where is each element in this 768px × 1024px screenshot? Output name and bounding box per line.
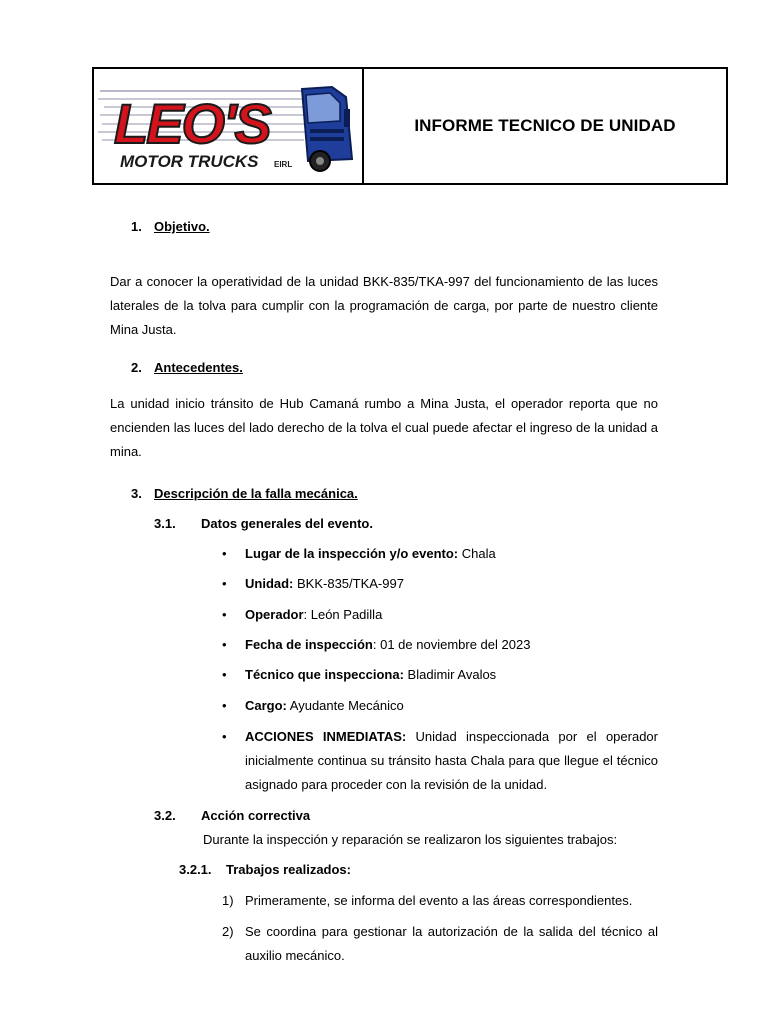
- bullet-icon: •: [222, 546, 227, 561]
- bullet-icon: •: [222, 607, 227, 622]
- logo-suffix-text: EIRL: [274, 160, 293, 169]
- list-item: [245, 572, 658, 596]
- bullet-value: Ayudante Mecánico: [286, 698, 404, 713]
- subsection-3-1-number: 3.1.: [154, 516, 176, 531]
- step-number: 2): [222, 924, 234, 939]
- logo-tagline-text: MOTOR TRUCKS: [120, 152, 259, 171]
- list-item: [245, 663, 658, 687]
- bullet-icon: •: [222, 729, 227, 744]
- bullet-label: Lugar de la inspección y/o evento:: [245, 546, 459, 561]
- subsection-3-2-number: 3.2.: [154, 808, 176, 823]
- section-3-title: Descripción de la falla mecánica.: [154, 486, 358, 501]
- bullet-value: : 01 de noviembre del 2023: [372, 637, 531, 652]
- bullet-value: Unidad inspeccionada por el operador inicialmente continua su tránsito hasta Chala para que llegue el técnico asignado para proceder con la revisión de la unidad.: [245, 729, 658, 792]
- subsection-3-2-1-title: Trabajos realizados:: [226, 862, 351, 877]
- bullet-value: Chala: [458, 546, 496, 561]
- list-item: [245, 633, 658, 657]
- document-title: INFORME TECNICO DE UNIDAD: [414, 116, 676, 135]
- section-2-number: 2.: [131, 360, 142, 375]
- bullet-label: Fecha de inspección: [245, 637, 373, 652]
- bullet-value: : León Padilla: [303, 607, 383, 622]
- list-item: Se coordina para gestionar la autorización de la salida del técnico al auxilio mecánico.: [245, 924, 658, 963]
- subsection-3-1-title: Datos generales del evento.: [201, 516, 373, 531]
- header-table: [92, 67, 728, 185]
- section-2-body: La unidad inicio tránsito de Hub Camaná rumbo a Mina Justa, el operador reporta que no encienden las luces del lado derecho de la tolva el cual puede afectar el ingreso de la unidad a mina.: [110, 396, 658, 459]
- subsection-3-2-1-number: 3.2.1.: [179, 862, 212, 877]
- subsection-3-2-intro: Durante la inspección y reparación se realizaron los siguientes trabajos:: [203, 832, 618, 847]
- bullet-label: Técnico que inspecciona:: [245, 667, 404, 682]
- logo-graphic: [94, 69, 358, 183]
- section-3-number: 3.: [131, 486, 142, 501]
- list-item: Primeramente, se informa del evento a las áreas correspondientes.: [245, 893, 633, 908]
- section-1-body: Dar a conocer la operatividad de la unidad BKK-835/TKA-997 del funcionamiento de las luces laterales de la tolva para cumplir con la programación de carga, por parte de nuestro cliente Mina Justa.: [110, 274, 658, 337]
- bullet-icon: •: [222, 667, 227, 682]
- step-number: 1): [222, 893, 234, 908]
- logo-brand-text: LEO'S: [114, 92, 270, 155]
- bullet-value: BKK-835/TKA-997: [293, 576, 404, 591]
- list-item: [245, 725, 658, 797]
- logo-truck-icon: [302, 87, 352, 171]
- list-item: [245, 542, 658, 566]
- bullet-label: ACCIONES INMEDIATAS:: [245, 729, 407, 744]
- section-1-number: 1.: [131, 219, 142, 234]
- bullet-value: Bladimir Avalos: [403, 667, 497, 682]
- section-1-title: Objetivo.: [154, 219, 210, 234]
- bullet-icon: •: [222, 698, 227, 713]
- title-cell: [364, 69, 726, 183]
- section-2-title: Antecedentes.: [154, 360, 243, 375]
- bullet-icon: •: [222, 576, 227, 591]
- bullet-icon: •: [222, 637, 227, 652]
- bullet-label: Cargo:: [245, 698, 287, 713]
- list-item: [245, 694, 658, 718]
- list-item: [245, 603, 658, 627]
- bullet-label: Unidad:: [245, 576, 294, 591]
- subsection-3-2-title: Acción correctiva: [201, 808, 311, 823]
- company-logo: [94, 69, 364, 183]
- bullet-label: Operador: [245, 607, 304, 622]
